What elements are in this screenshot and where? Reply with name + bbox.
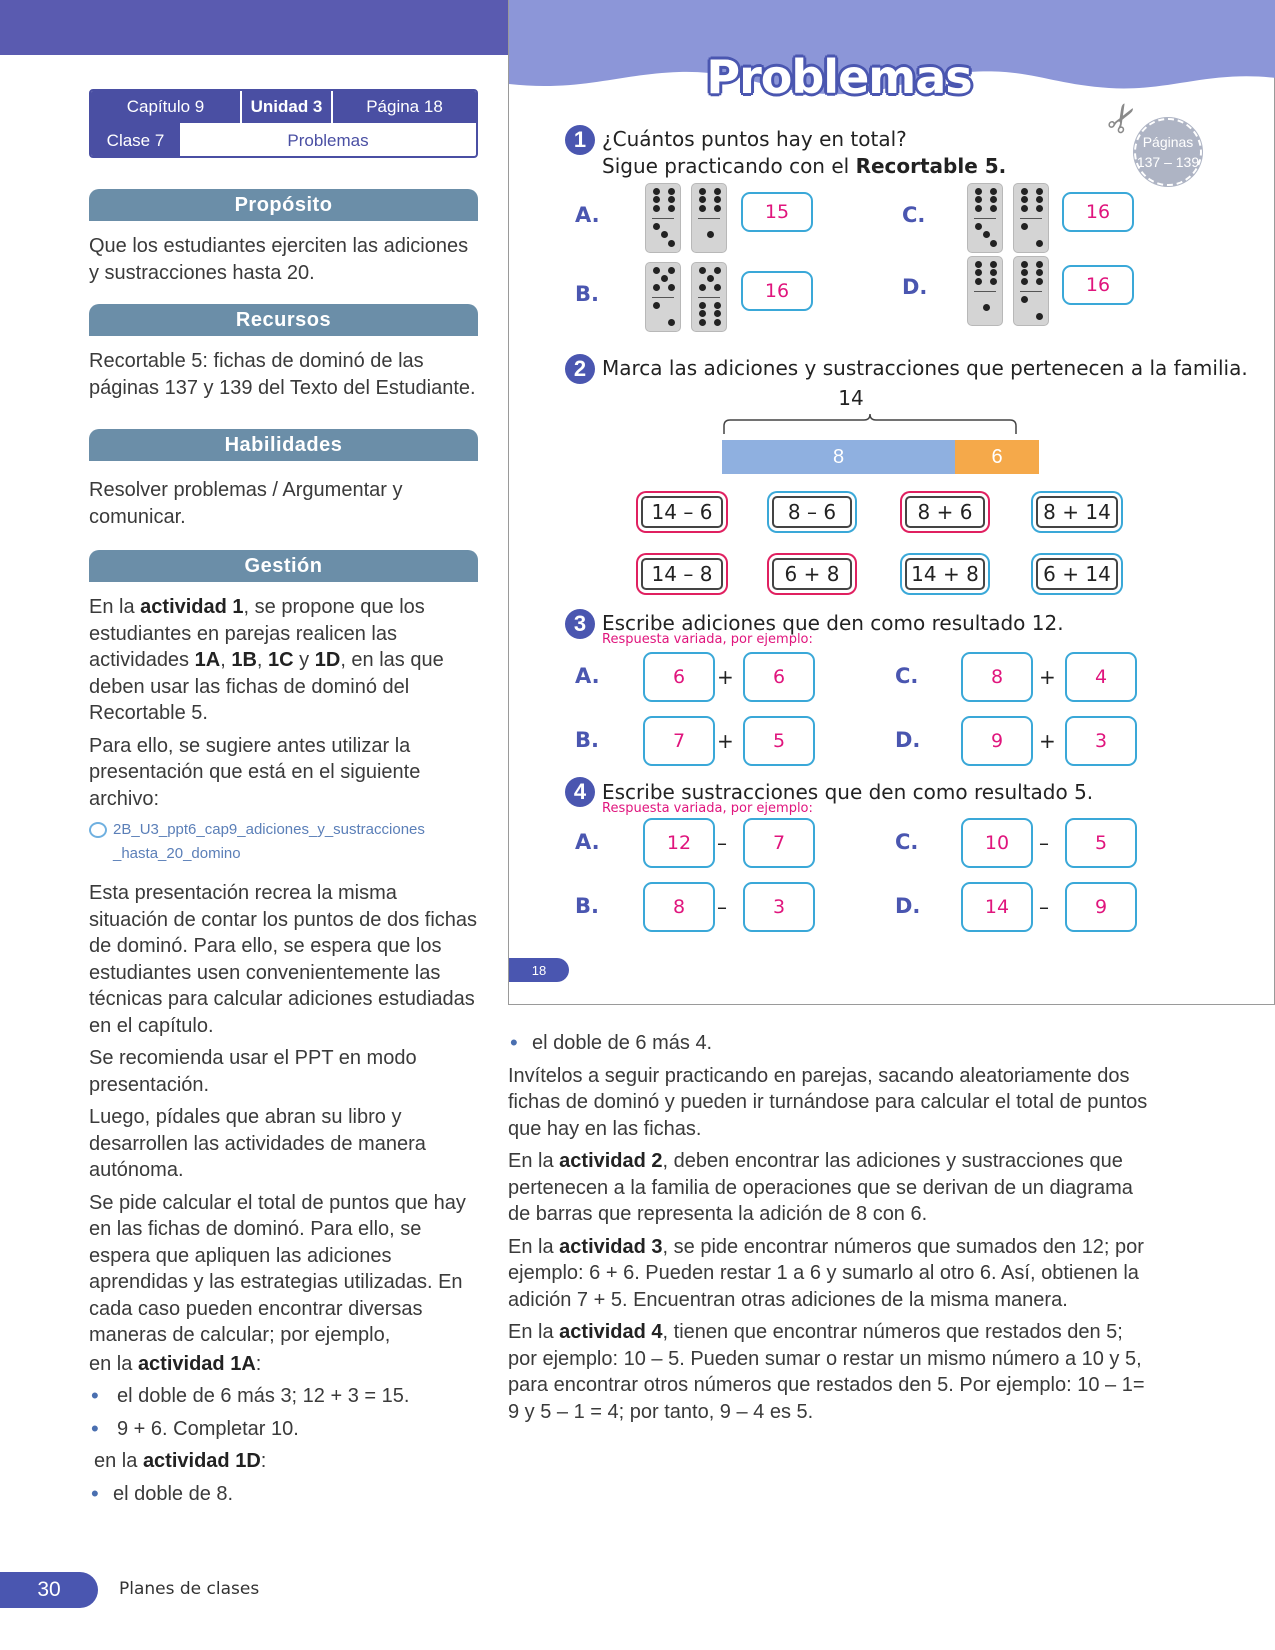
footer-page-number: 30 — [0, 1572, 98, 1608]
operator: – — [1039, 831, 1049, 855]
answer-box: 9 — [961, 716, 1033, 766]
answer-box: 15 — [741, 192, 813, 232]
operator: – — [717, 831, 727, 855]
management-paragraph-8: en la actividad 1D: — [94, 1450, 267, 1472]
item-label: A. — [575, 203, 600, 227]
purpose-heading: Propósito — [89, 189, 478, 221]
question-3-text: Escribe adiciones que den como resultado 12. — [602, 611, 1064, 635]
family-option: 14 – 6 — [641, 496, 723, 528]
footer-text: Planes de clases — [119, 1579, 260, 1599]
management-text — [89, 594, 479, 1513]
bullet-item: • el doble de 6 más 3; 12 + 3 = 15. — [89, 1383, 479, 1410]
item-label: D. — [895, 728, 921, 752]
domino-tile — [645, 183, 681, 253]
operator: – — [717, 895, 727, 919]
domino-tile — [967, 256, 1003, 326]
answer-box: 4 — [1065, 652, 1137, 702]
purpose-text: Que los estudiantes ejerciten las adiciones y sustracciones hasta 20. — [89, 235, 469, 284]
domino-tile — [645, 262, 681, 332]
unit-cell: Unidad 3 — [242, 91, 333, 123]
topic-cell: Problemas — [287, 130, 369, 150]
bar-total-label: 14 — [838, 386, 864, 410]
student-page-number: 18 — [509, 958, 569, 982]
domino-tile — [967, 183, 1003, 253]
item-label: C. — [902, 203, 926, 227]
bullet-item: • el doble de 8. — [89, 1481, 479, 1508]
folder-icon — [89, 822, 107, 838]
operator: + — [717, 665, 734, 689]
page-cell: Página 18 — [366, 97, 443, 116]
skills-text: Resolver problemas / Argumentar y comunicar. — [89, 479, 403, 528]
resources-text: Recortable 5: fichas de dominó de las páginas 137 y 139 del Texto del Estudiante. — [89, 350, 476, 399]
operator: + — [1039, 665, 1056, 689]
question-4-note: Respuesta variada, por ejemplo: — [602, 801, 813, 816]
domino-tile — [691, 183, 727, 253]
bullet-item: • el doble de 6 más 4. — [508, 1030, 1148, 1057]
bar-segment-6: 6 — [955, 440, 1039, 474]
item-label: D. — [902, 275, 928, 299]
family-option: 14 + 8 — [905, 558, 985, 590]
item-label: A. — [575, 830, 600, 854]
item-label: D. — [895, 894, 921, 918]
item-label: C. — [895, 830, 919, 854]
domino-tile — [1013, 256, 1049, 326]
bar-segment-8: 8 — [722, 440, 955, 474]
answer-box: 8 — [643, 882, 715, 932]
family-option: 8 + 14 — [1036, 496, 1118, 528]
answer-box: 5 — [1065, 818, 1137, 868]
answer-box: 8 — [961, 652, 1033, 702]
family-option: 6 + 8 — [772, 558, 852, 590]
answer-box: 3 — [743, 882, 815, 932]
operator: + — [717, 729, 734, 753]
right-paragraph-4: En la actividad 4, tienen que encontrar números que restados den 5; por ejemplo: 10 – 5. Pueden sumar o restar un mismo número a 10 y 5, para encontrar otros números que restados den 5. Por ejemplo: 10 – 1= 9 y 5 – 1 = 4; por tanto, 9 – 4 es 5. — [508, 1321, 1145, 1423]
family-option: 6 + 14 — [1036, 558, 1118, 590]
question-4-text: Escribe sustracciones que den como resultado 5. — [602, 780, 1094, 804]
operator: – — [1039, 895, 1049, 919]
answer-box: 7 — [643, 716, 715, 766]
operator: + — [1039, 729, 1056, 753]
student-page-title: Problemas — [706, 50, 972, 104]
item-label: B. — [575, 894, 599, 918]
answer-box: 10 — [961, 818, 1033, 868]
answer-box: 16 — [1062, 265, 1134, 305]
item-label: B. — [575, 282, 599, 306]
answer-box: 16 — [741, 271, 813, 311]
item-label: C. — [895, 664, 919, 688]
right-paragraph-2: En la actividad 2, deben encontrar las adiciones y sustracciones que pertenecen a la familia de operaciones que se derivan de un diagrama de barras que representa la adición de 8 con 6. — [508, 1150, 1133, 1225]
question-1-text: ¿Cuántos puntos hay en total? Sigue practicando con el Recortable 5. — [602, 127, 1007, 178]
pages-badge: Páginas 137 – 139 — [1134, 118, 1202, 186]
right-paragraph-3: En la actividad 3, se pide encontrar números que sumados den 12; por ejemplo: 6 + 6. Pueden restar 1 a 6 y sumarlo al otro 6. Así, obtienen la adición 7 + 5. Encuentran otras adiciones de la misma manera. — [508, 1235, 1144, 1311]
answer-box: 14 — [961, 882, 1033, 932]
answer-box: 3 — [1065, 716, 1137, 766]
right-paragraph-1: Invítelos a seguir practicando en parejas, sacando aleatoriamente dos fichas de dominó y pueden ir turnándose para calcular el total de puntos que hay en las fichas. — [508, 1064, 1148, 1140]
item-label: B. — [575, 728, 599, 752]
answer-box: 6 — [743, 652, 815, 702]
management-paragraph-7: en la actividad 1A: — [89, 1352, 262, 1375]
student-page — [508, 0, 1275, 1005]
answer-box: 6 — [643, 652, 715, 702]
family-option: 8 – 6 — [772, 496, 852, 528]
management-heading: Gestión — [89, 550, 478, 582]
question-3-number: 3 — [565, 609, 595, 639]
answer-box: 9 — [1065, 882, 1137, 932]
management-paragraph-4: Se recomienda usar el PPT en modo presentación. — [89, 1047, 417, 1096]
class-cell: Clase 7 — [91, 123, 180, 158]
domino-tile — [1013, 183, 1049, 253]
question-1-number: 1 — [565, 125, 595, 155]
management-paragraph-2: Para ello, se sugiere antes utilizar la presentación que está en el siguiente archivo: — [89, 734, 421, 810]
answer-box: 5 — [743, 716, 815, 766]
management-paragraph-6: Se pide calcular el total de puntos que hay en las fichas de dominó. Para ello, se espera que apliquen las adiciones aprendidas y las estrategias utilizadas. En cada caso pueden encontrar diversas maneras de calcular; por ejemplo, — [89, 1191, 466, 1346]
family-option: 8 + 6 — [905, 496, 985, 528]
answer-box: 12 — [643, 818, 715, 868]
top-band — [0, 0, 508, 55]
question-3-note: Respuesta variada, por ejemplo: — [602, 632, 813, 647]
family-option: 14 – 8 — [641, 558, 723, 590]
right-column-text — [508, 1030, 1148, 1431]
presentation-file-link[interactable]: 2B_U3_ppt6_cap9_adiciones_y_sustracciones _hasta_20_domino — [89, 818, 479, 866]
question-4-number: 4 — [565, 777, 595, 807]
management-paragraph-3: Esta presentación recrea la misma situación de contar los puntos de dos fichas de dominó. Para ello, se espera que los estudiantes usen convenientemente las técnicas para calcular adiciones estudiadas en el capítulo. — [89, 882, 478, 1037]
scissors-icon: ✂ — [1097, 94, 1150, 144]
question-2-number: 2 — [565, 354, 595, 384]
skills-heading: Habilidades — [89, 429, 478, 461]
bullet-item: • 9 + 6. Completar 10. — [89, 1416, 479, 1443]
lesson-header-table — [89, 89, 478, 158]
management-paragraph-1: En la actividad 1, se propone que los estudiantes en parejas realicen las actividades 1A, 1B, 1C y 1D, en las que deben usar las fichas de dominó del Recortable 5. — [89, 596, 444, 724]
answer-box: 7 — [743, 818, 815, 868]
chapter-cell: Capítulo 9 — [91, 91, 242, 123]
domino-tile — [691, 262, 727, 332]
management-paragraph-5: Luego, pídales que abran su libro y desarrollen las actividades de manera autónoma. — [89, 1106, 426, 1181]
answer-box: 16 — [1062, 192, 1134, 232]
question-2-text: Marca las adiciones y sustracciones que pertenecen a la familia. — [602, 356, 1248, 380]
item-label: A. — [575, 664, 600, 688]
resources-heading: Recursos — [89, 304, 478, 336]
bar-brace — [722, 412, 1018, 436]
